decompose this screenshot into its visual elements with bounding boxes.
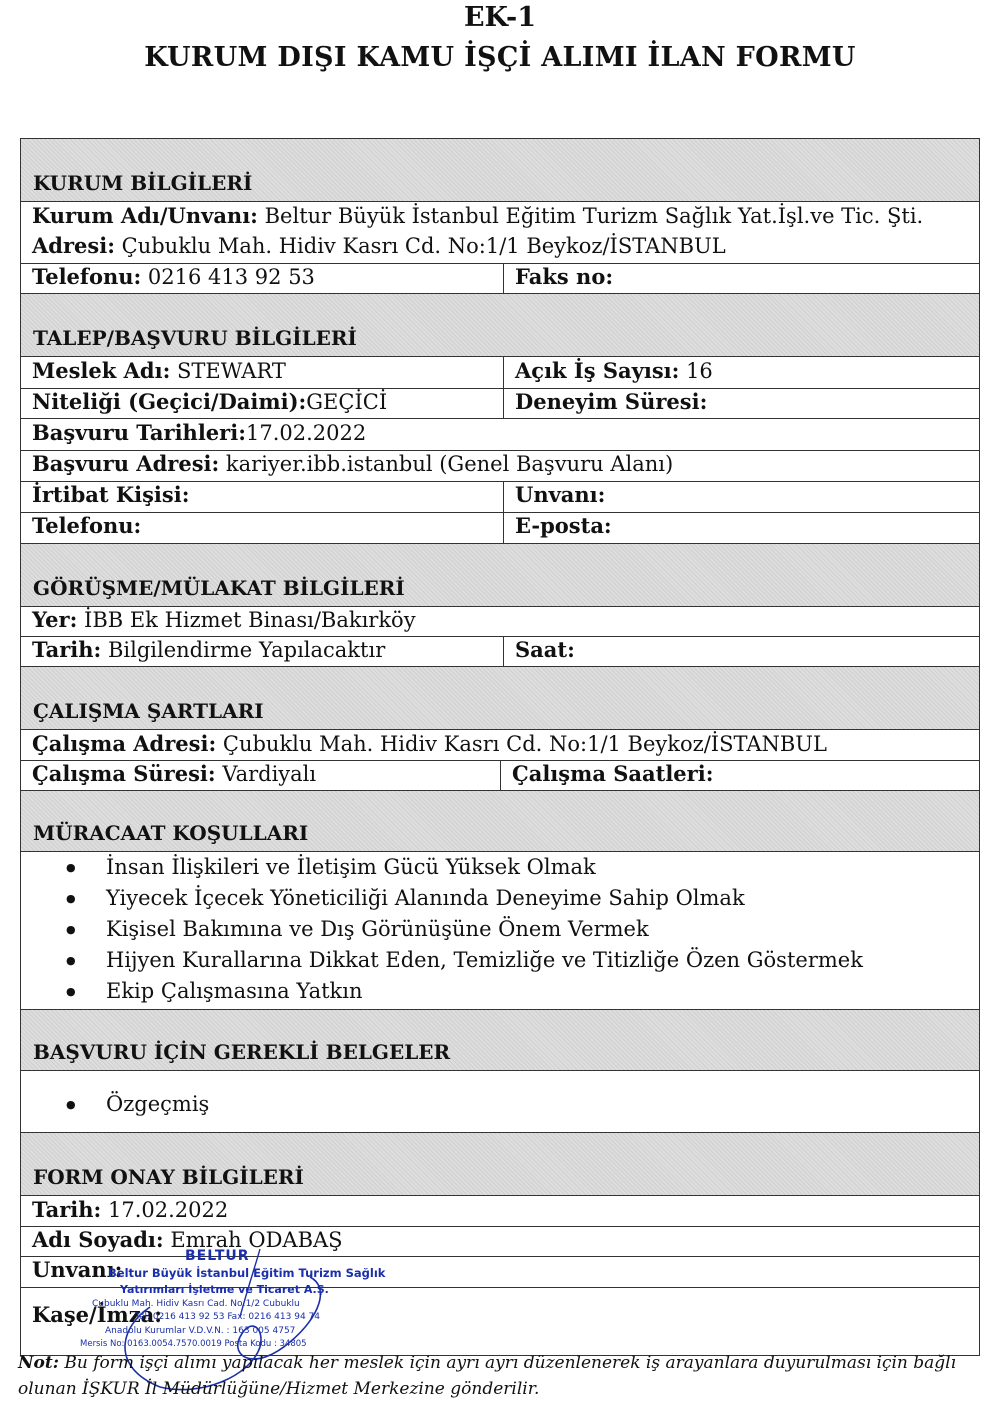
kurum-phone: Telefonu: 0216 413 92 53 bbox=[32, 264, 315, 289]
section-onay bbox=[20, 1133, 980, 1195]
stamp-line1: Beltur Büyük İstanbul Eğitim Turizm Sağlık bbox=[108, 1266, 386, 1280]
stamp-line3: Çubuklu Mah. Hidiv Kasrı Cad. No:1/2 Cubuklu bbox=[92, 1299, 300, 1309]
onay-kase-imza: Kaşe/İmza: bbox=[32, 1302, 163, 1327]
calisma-saatleri: Çalışma Saatleri: bbox=[512, 761, 714, 786]
onay-unvani: Unvanı: bbox=[32, 1257, 123, 1282]
kurum-name: Kurum Adı/Unvanı: Beltur Büyük İstanbul Eğitim Turizm Sağlık Yat.İşl.ve Tic. Şti. bbox=[32, 203, 924, 228]
section-onay-title: FORM ONAY BİLGİLERİ bbox=[33, 1165, 304, 1189]
stamp-line2: Yatırımları İşletme ve Ticaret A.Ş. bbox=[120, 1283, 329, 1296]
gorusme-tarih: Tarih: Bilgilendirme Yapılacaktır bbox=[32, 637, 386, 662]
section-muracaat-title: MÜRACAAT KOŞULLARI bbox=[33, 821, 309, 845]
form-title: KURUM DIŞI KAMU İŞÇİ ALIMI İLAN FORMU bbox=[144, 42, 856, 73]
list-item: ● Hijyen Kurallarına Dikkat Eden, Temizliğe ve Titizliğe Özen Göstermek bbox=[62, 945, 863, 976]
list-item: ● Ekip Çalışmasına Yatkın bbox=[62, 976, 863, 1007]
belgeler-list bbox=[62, 1089, 209, 1120]
section-gorusme-title: GÖRÜŞME/MÜLAKAT BİLGİLERİ bbox=[33, 576, 405, 600]
gorusme-saat: Saat: bbox=[515, 637, 575, 662]
section-kurum bbox=[20, 139, 980, 201]
section-calisma-title: ÇALIŞMA ŞARTLARI bbox=[33, 699, 264, 723]
section-belgeler-title: BAŞVURU İÇİN GEREKLİ BELGELER bbox=[33, 1040, 451, 1064]
section-talep bbox=[20, 294, 980, 356]
section-belgeler bbox=[20, 1010, 980, 1070]
list-item: ● İnsan İlişkileri ve İletişim Gücü Yüksek Olmak bbox=[62, 852, 863, 883]
list-item: ● Özgeçmiş bbox=[62, 1089, 209, 1120]
section-calisma bbox=[20, 667, 980, 729]
section-kurum-title: KURUM BİLGİLERİ bbox=[33, 171, 253, 195]
irtibat-unvani: Unvanı: bbox=[515, 482, 606, 507]
stamp-line4: Tel: 0216 413 92 53 Fax: 0216 413 94 74 bbox=[135, 1312, 320, 1322]
list-item: ● Yiyecek İçecek Yöneticiliği Alanında Deneyime Sahip Olmak bbox=[62, 883, 863, 914]
muracaat-list bbox=[62, 852, 863, 1007]
stamp-brand: BELTUR bbox=[185, 1248, 250, 1264]
basvuru-adresi: Başvuru Adresi: kariyer.ibb.istanbul (Genel Başvuru Alanı) bbox=[32, 451, 674, 476]
annex-label: EK-1 bbox=[463, 2, 537, 33]
kurum-address: Adresi: Çubuklu Mah. Hidiv Kasrı Cd. No:1/1 Beykoz/İSTANBUL bbox=[32, 233, 726, 258]
stamp-line5: Anadolu Kurumlar V.D.V.N. : 163 005 4757 bbox=[105, 1326, 296, 1336]
meslek-adi: Meslek Adı: STEWART bbox=[32, 358, 286, 383]
calisma-adresi: Çalışma Adresi: Çubuklu Mah. Hidiv Kasrı Cd. No:1/1 Beykoz/İSTANBUL bbox=[32, 731, 827, 756]
gorusme-yer: Yer: İBB Ek Hizmet Binası/Bakırköy bbox=[32, 607, 416, 632]
calisma-suresi: Çalışma Süresi: Vardiyalı bbox=[32, 761, 317, 786]
section-gorusme bbox=[20, 544, 980, 606]
irtibat-telefonu: Telefonu: bbox=[32, 513, 142, 538]
kurum-fax: Faks no: bbox=[515, 264, 614, 289]
irtibat-kisisi: İrtibat Kişisi: bbox=[32, 482, 190, 507]
footer-note: Not: Bu form işçi alımı yapılacak her meslek için ayrı ayrı düzenlenerek iş arayanlara duyurulması için bağlı olunan İŞKUR İl Müdürlüğüne/Hizmet Merkezine gönderilir. bbox=[18, 1353, 957, 1399]
stamp-line6: Mersis No: 0163.0054.7570.0019 Posta Kodu : 34805 bbox=[80, 1339, 307, 1349]
list-item: ● Kişisel Bakımına ve Dış Görünüşüne Önem Vermek bbox=[62, 914, 863, 945]
basvuru-tarihleri: Başvuru Tarihleri:17.02.2022 bbox=[32, 420, 367, 445]
irtibat-eposta: E-posta: bbox=[515, 513, 612, 538]
onay-adi-soyadi: Adı Soyadı: Emrah ODABAŞ bbox=[32, 1227, 343, 1252]
section-talep-title: TALEP/BAŞVURU BİLGİLERİ bbox=[33, 326, 357, 350]
niteligi: Niteliği (Geçici/Daimi):GEÇİCİ bbox=[32, 389, 388, 414]
acik-is-sayisi: Açık İş Sayısı: 16 bbox=[515, 358, 713, 383]
onay-tarih: Tarih: 17.02.2022 bbox=[32, 1197, 229, 1222]
section-muracaat bbox=[20, 791, 980, 851]
deneyim-suresi: Deneyim Süresi: bbox=[515, 389, 708, 414]
